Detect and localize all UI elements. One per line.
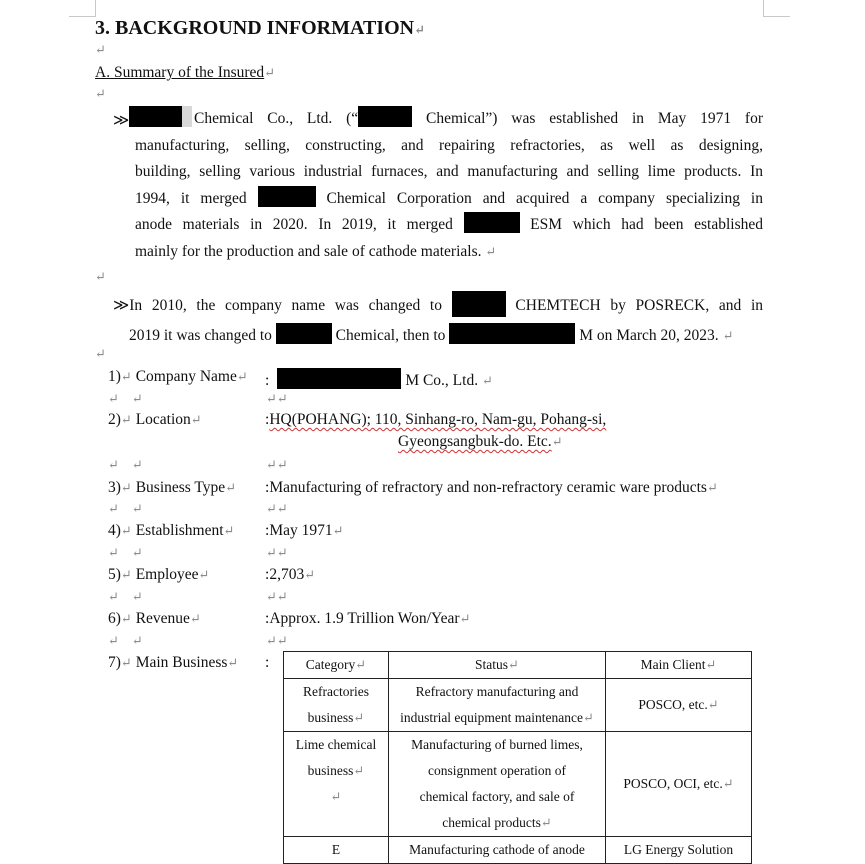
item-value-business-type: :Manufacturing of refractory and non-refractory ceramic ware products↵ [265, 479, 718, 496]
item-value: HQ(POHANG); 110, Sinhang-ro, Nam-gu, Pohang-si, [269, 411, 607, 428]
main-business-table [283, 651, 752, 864]
paragraph-mark-icon: ↵ [95, 42, 106, 57]
cell-text: Manufacturing of burned limes, [411, 737, 583, 752]
table-cell-status [389, 679, 606, 732]
para1-text: Chemical Co., Ltd. (“ [194, 110, 359, 127]
item-value-employee: :2,703↵ [265, 566, 316, 583]
item-business-type [108, 479, 236, 497]
item-label: Main Business [135, 654, 228, 671]
cell-text: Lime chemical [295, 737, 377, 752]
paragraph-mark-icon: ↵ [227, 655, 239, 670]
empty-row-marks: ↵↵ [266, 457, 288, 472]
header-text: Category [305, 657, 356, 672]
item-employee [108, 566, 209, 584]
section-title: 3. BACKGROUND INFORMATION [95, 17, 415, 39]
empty-row-marks: ↵ ↵ [108, 501, 143, 516]
subsection-heading [95, 64, 275, 82]
subsection-title: A. Summary of the Insured [95, 64, 265, 81]
paragraph-mark-icon: ↵ [189, 611, 201, 626]
para1-text: ESM which had been established [530, 216, 764, 233]
paragraph-mark-icon: ↵ [459, 611, 471, 626]
item-number: 2) [108, 411, 121, 428]
para2-text: M on March 20, 2023. [579, 327, 719, 344]
para2-text: CHEMTECH by POSRECK, and in [515, 297, 764, 314]
table-cell-client [606, 732, 752, 837]
para2-line-1 [113, 291, 763, 321]
item-value-location-line-2 [398, 433, 563, 451]
para1-line-3: building, selling various industrial furnaces, and manufacturing and selling lime products. In [135, 163, 763, 180]
table-cell-status [389, 732, 606, 837]
item-label: Company Name [135, 368, 237, 385]
table-header-cell [606, 652, 752, 679]
para2-line-2 [113, 321, 763, 351]
item-number: 3) [108, 479, 121, 496]
redaction-block [449, 323, 575, 344]
paragraph-mark-icon: ↵ [120, 369, 132, 384]
para1-text: Chemical Corporation and acquired a company specializing in [326, 189, 763, 207]
paragraph-mark-icon: ↵ [707, 697, 719, 712]
table-row [284, 679, 752, 732]
redaction-block [452, 291, 506, 317]
cell-text: business [307, 763, 354, 778]
cell-text: consignment operation of [428, 763, 566, 778]
empty-row-marks: ↵ ↵ [108, 545, 143, 560]
paragraph-mark-icon: ↵ [551, 434, 563, 449]
cell-text: Refractory manufacturing and [415, 684, 579, 699]
bullet-marker: ≫ [113, 112, 130, 129]
para2-text: 2019 it was changed to [129, 327, 272, 344]
item-value-establishment: :May 1971↵ [265, 522, 344, 539]
item-value: Manufacturing of refractory and non-refractory ceramic ware products [269, 479, 707, 496]
paragraph-mark-icon: ↵ [355, 657, 367, 672]
paragraph-mark-icon: ↵ [540, 815, 552, 830]
paragraph-mark-icon: ↵ [236, 369, 248, 384]
table-cell-category [284, 837, 389, 864]
paragraph-mark-icon: ↵ [706, 480, 718, 495]
item-value: May 1971 [269, 522, 333, 539]
cell-text: LG Energy Solution [623, 842, 734, 857]
paragraph-mark-icon: ↵ [722, 328, 734, 343]
item-value-revenue: :Approx. 1.9 Trillion Won/Year↵ [265, 610, 471, 627]
para2-text: ≫In 2010, the company name was changed to [113, 297, 442, 314]
paragraph-mark-icon: ↵ [95, 346, 106, 361]
para1-line-1 [135, 106, 763, 133]
redaction-block [358, 106, 412, 127]
item-main-business [108, 654, 238, 672]
page-corner-top-left [69, 0, 96, 17]
paragraph-mark-icon: ↵ [485, 243, 497, 259]
paragraph-mark-icon: ↵ [120, 655, 132, 670]
empty-row-marks: ↵↵ [266, 545, 288, 560]
redaction-block [258, 186, 316, 207]
paragraph-mark-icon: ↵ [353, 763, 365, 778]
item-number: 5) [108, 566, 121, 583]
item-revenue [108, 610, 201, 628]
paragraph-mark-icon: ↵ [508, 657, 519, 672]
redaction-block [129, 106, 182, 127]
paragraph-mark-icon: ↵ [198, 567, 210, 582]
paragraph-mark-icon: ↵ [332, 523, 344, 538]
empty-row-marks: ↵ ↵ [108, 457, 143, 472]
table-header-cell [284, 652, 389, 679]
para1-text: mainly for the production and sale of cathode materials. [135, 242, 482, 260]
cell-text: chemical factory, and sale of [419, 789, 575, 804]
table-cell-category [284, 732, 389, 837]
table-cell-client [606, 837, 752, 864]
cell-text: chemical products [442, 815, 541, 830]
cell-text: Refractories [303, 684, 369, 699]
header-text: Main Client [640, 657, 706, 672]
redaction-block [276, 323, 332, 344]
paragraph-mark-icon: ↵ [583, 710, 594, 725]
redaction-block [277, 368, 401, 389]
para1-text: 1994, it merged [135, 189, 247, 207]
paragraph-mark-icon: ↵ [304, 567, 316, 582]
cell-text: Manufacturing cathode of anode [409, 842, 585, 857]
summary-paragraph-1 [135, 106, 763, 265]
paragraph-mark-icon: ↵ [95, 269, 106, 284]
item-value-company-name: : M Co., Ltd. ↵ [265, 368, 493, 390]
redaction-block [464, 212, 520, 233]
table-header-row [284, 652, 752, 679]
paragraph-mark-icon: ↵ [414, 22, 425, 37]
cell-text: E [331, 842, 341, 857]
item-establishment [108, 522, 234, 540]
para1-line-6 [135, 239, 763, 266]
paragraph-mark-icon: ↵ [120, 480, 132, 495]
para1-line-5 [135, 212, 763, 239]
summary-paragraph-2 [113, 291, 763, 351]
paragraph-mark-icon: ↵ [223, 523, 235, 538]
paragraph-mark-icon: ↵ [353, 710, 365, 725]
paragraph-mark-icon: ↵ [120, 611, 132, 626]
page-corner-top-right [763, 0, 790, 17]
item-label: Business Type [135, 479, 226, 496]
table-row [284, 837, 752, 864]
cell-text: POSCO, OCI, etc. [623, 776, 723, 791]
item-value: M Co., Ltd. [405, 372, 479, 389]
item-value-location: :HQ(POHANG); 110, Sinhang-ro, Nam-gu, Pohang-si, [265, 411, 607, 428]
paragraph-mark-icon: ↵ [225, 480, 237, 495]
item-number: 1) [108, 368, 121, 385]
paragraph-mark-icon: ↵ [190, 412, 202, 427]
item-location [108, 411, 202, 429]
item-label: Employee [135, 566, 199, 583]
para1-line-2: manufacturing, selling, constructing, and repairing refractories, as well as designing, [135, 136, 763, 154]
paragraph-mark-icon: ↵ [120, 523, 132, 538]
paragraph-mark-icon: ↵ [120, 567, 132, 582]
item-value-main-business: : [265, 654, 270, 671]
item-label: Establishment [135, 522, 224, 539]
cell-text: business [307, 710, 354, 725]
cell-text: POSCO, etc. [638, 697, 708, 712]
empty-row-marks: ↵↵ [266, 501, 288, 516]
item-value: Approx. 1.9 Trillion Won/Year [269, 610, 460, 627]
item-number: 6) [108, 610, 121, 627]
para1-text: Chemical”) was established in May 1971 for [426, 110, 763, 127]
paragraph-mark-icon: ↵ [264, 65, 276, 80]
para2-text: Chemical, then to [335, 327, 446, 344]
empty-row-marks: ↵↵ [266, 391, 288, 406]
table-cell-category [284, 679, 389, 732]
item-label: Location [135, 411, 191, 428]
paragraph-mark-icon: ↵ [705, 657, 717, 672]
paragraph-mark-icon: ↵ [722, 776, 734, 791]
empty-row-marks: ↵ ↵ [108, 391, 143, 406]
empty-row-marks: ↵↵ [266, 633, 288, 648]
table-header-cell [389, 652, 606, 679]
header-text: Status [475, 657, 509, 672]
paragraph-mark-icon: ↵ [330, 789, 342, 804]
item-company-name [108, 368, 248, 386]
item-number: 7) [108, 654, 121, 671]
para1-text: anode materials in 2020. In 2019, it merged [135, 216, 453, 233]
table-row [284, 732, 752, 837]
table-cell-status [389, 837, 606, 864]
paragraph-mark-icon: ↵ [481, 373, 493, 388]
selection-highlight [182, 106, 192, 127]
item-number: 4) [108, 522, 121, 539]
empty-row-marks: ↵ ↵ [108, 589, 143, 604]
item-label: Revenue [135, 610, 190, 627]
cell-text: industrial equipment maintenance [400, 710, 584, 725]
paragraph-mark-icon: ↵ [95, 86, 106, 101]
table-cell-client [606, 679, 752, 732]
item-value: Gyeongsangbuk-do. Etc. [398, 433, 552, 450]
empty-row-marks: ↵ ↵ [108, 633, 143, 648]
item-value: 2,703 [269, 566, 305, 583]
paragraph-mark-icon: ↵ [120, 412, 132, 427]
empty-row-marks: ↵↵ [266, 589, 288, 604]
para1-line-4 [135, 186, 763, 213]
section-heading [95, 17, 425, 40]
